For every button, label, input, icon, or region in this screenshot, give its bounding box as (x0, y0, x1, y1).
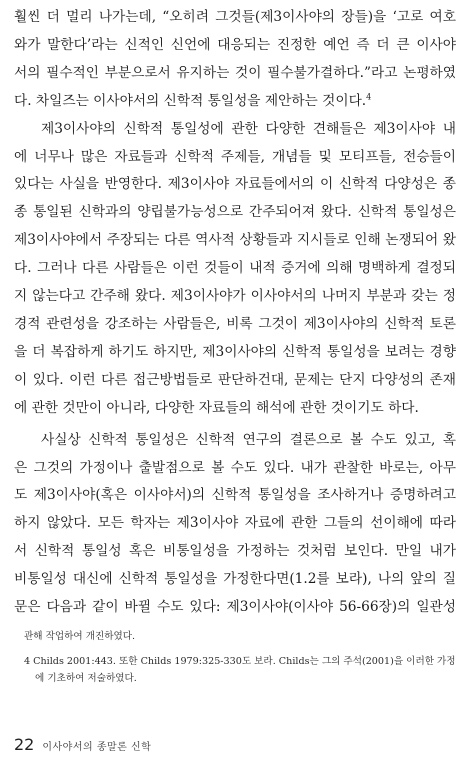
paragraph-2-line-8: 경적 관련성을 강조하는 사람들은, 비록 그것이 제3이사야의 신학적 토론 (14, 315, 456, 332)
paragraph-2-line-11: 에 관한 것만이 아니라, 다양한 자료들의 해석에 관한 것이기도 하다. (14, 399, 419, 416)
paragraph-1-line-2: 와가 말한다’라는 신적인 신언에 대응되는 진정한 예언 즉 더 큰 이사야 (14, 36, 456, 53)
paragraph-3-line-7: 문은 다음과 같이 바뀔 수도 있다: 제3이사야(이사야 56-66장)의 일관성 (14, 599, 456, 616)
paragraph-3 (14, 427, 456, 622)
footnote-ref-4: 4 (366, 92, 372, 102)
paragraph-2-line-5: 제3이사야에서 주장되는 다른 역사적 상황들과 지시들로 인해 논쟁되어 왔 (14, 232, 456, 249)
paragraph-3-line-4: 하지 않았다. 모든 학자는 제3이사야 자료에 관한 그들의 선이해에 따라 (14, 515, 456, 532)
paragraph-2-line-3: 있다는 사실을 반영한다. 제3이사야 자료들에서의 이 신학적 다양성은 종 (14, 176, 456, 193)
paragraph-2 (14, 116, 456, 423)
footnote-continued: 관해 작업하여 개진하였다. (24, 631, 136, 642)
paragraph-2-line-2: 에 너무나 많은 자료들과 신학적 주제들, 개념들 및 모티프들, 전승들이 (14, 148, 456, 165)
paragraph-2-line-1: 제3이사야의 신학적 통일성에 관한 다양한 견해들은 제3이사야 내 (41, 120, 456, 137)
paragraph-3-line-6: 비통일성 대신에 신학적 통일성을 가정한다면(1.2를 보라), 나의 앞의 질 (14, 571, 456, 588)
running-head: 이사야서의 종말론 신학 (42, 742, 152, 753)
paragraph-1-line-3: 서의 필수적인 부분으로서 유지하는 것이 필수불가결하다.”라고 논평하였 (14, 64, 456, 81)
paragraph-2-line-10: 이 있다. 이런 다른 접근방법들로 판단하건대, 문제는 단지 다양성의 존재 (14, 371, 456, 388)
paragraph-2-line-6: 다. 그러나 다른 사람들은 이런 것들이 내적 증거에 의해 명백하게 결정되 (14, 260, 456, 277)
paragraph-1-line-4 (14, 88, 456, 116)
paragraph-3-line-1: 사실상 신학적 통일성은 신학적 연구의 결론으로 볼 수도 있고, 혹 (41, 431, 456, 448)
paragraph-2-line-4: 종 통일된 신학과의 양립불가능성으로 간주되어져 왔다. 신학적 통일성은 (14, 204, 456, 221)
paragraph-3-line-3: 도 제3이사야(혹은 이사야서)의 신학적 통일성을 조사하거나 증명하려고 (14, 487, 456, 504)
page-footer (14, 735, 151, 754)
paragraph-1-line-4-text: 다. 차일즈는 이사야서의 신학적 통일성을 제안하는 것이다. (14, 92, 367, 109)
paragraph-1-line-1: 훨씬 더 멀리 나가는데, “오히려 그것들(제3이사야의 장들)을 ‘고로 여호 (14, 9, 456, 25)
page-number: 22 (14, 735, 35, 754)
paragraph-1 (14, 4, 456, 116)
paragraph-2-line-7: 지 않는다고 간주해 왔다. 제3이사야가 이사야서의 나머지 부분과 갖는 정 (14, 288, 456, 305)
paragraph-3-line-2: 은 그것의 가정이나 출발점으로 볼 수도 있다. 내가 관찰한 바로는, 아무 (14, 459, 456, 476)
paragraph-2-line-9: 을 더 복잡하게 하기도 하지만, 제3이사야의 신학적 통일성을 보려는 경향 (14, 343, 456, 360)
footnotes (24, 628, 456, 687)
footnote-4: 4 Childs 2001:443. 또한 Childs 1979:325-330도 보라. Childs는 그의 주석(2001)을 이러한 가정에 기초하여 저술하였다. (24, 656, 456, 684)
paragraph-3-line-5: 서 신학적 통일성 혹은 비통일성을 가정하는 것처럼 보인다. 만일 내가 (14, 543, 456, 560)
